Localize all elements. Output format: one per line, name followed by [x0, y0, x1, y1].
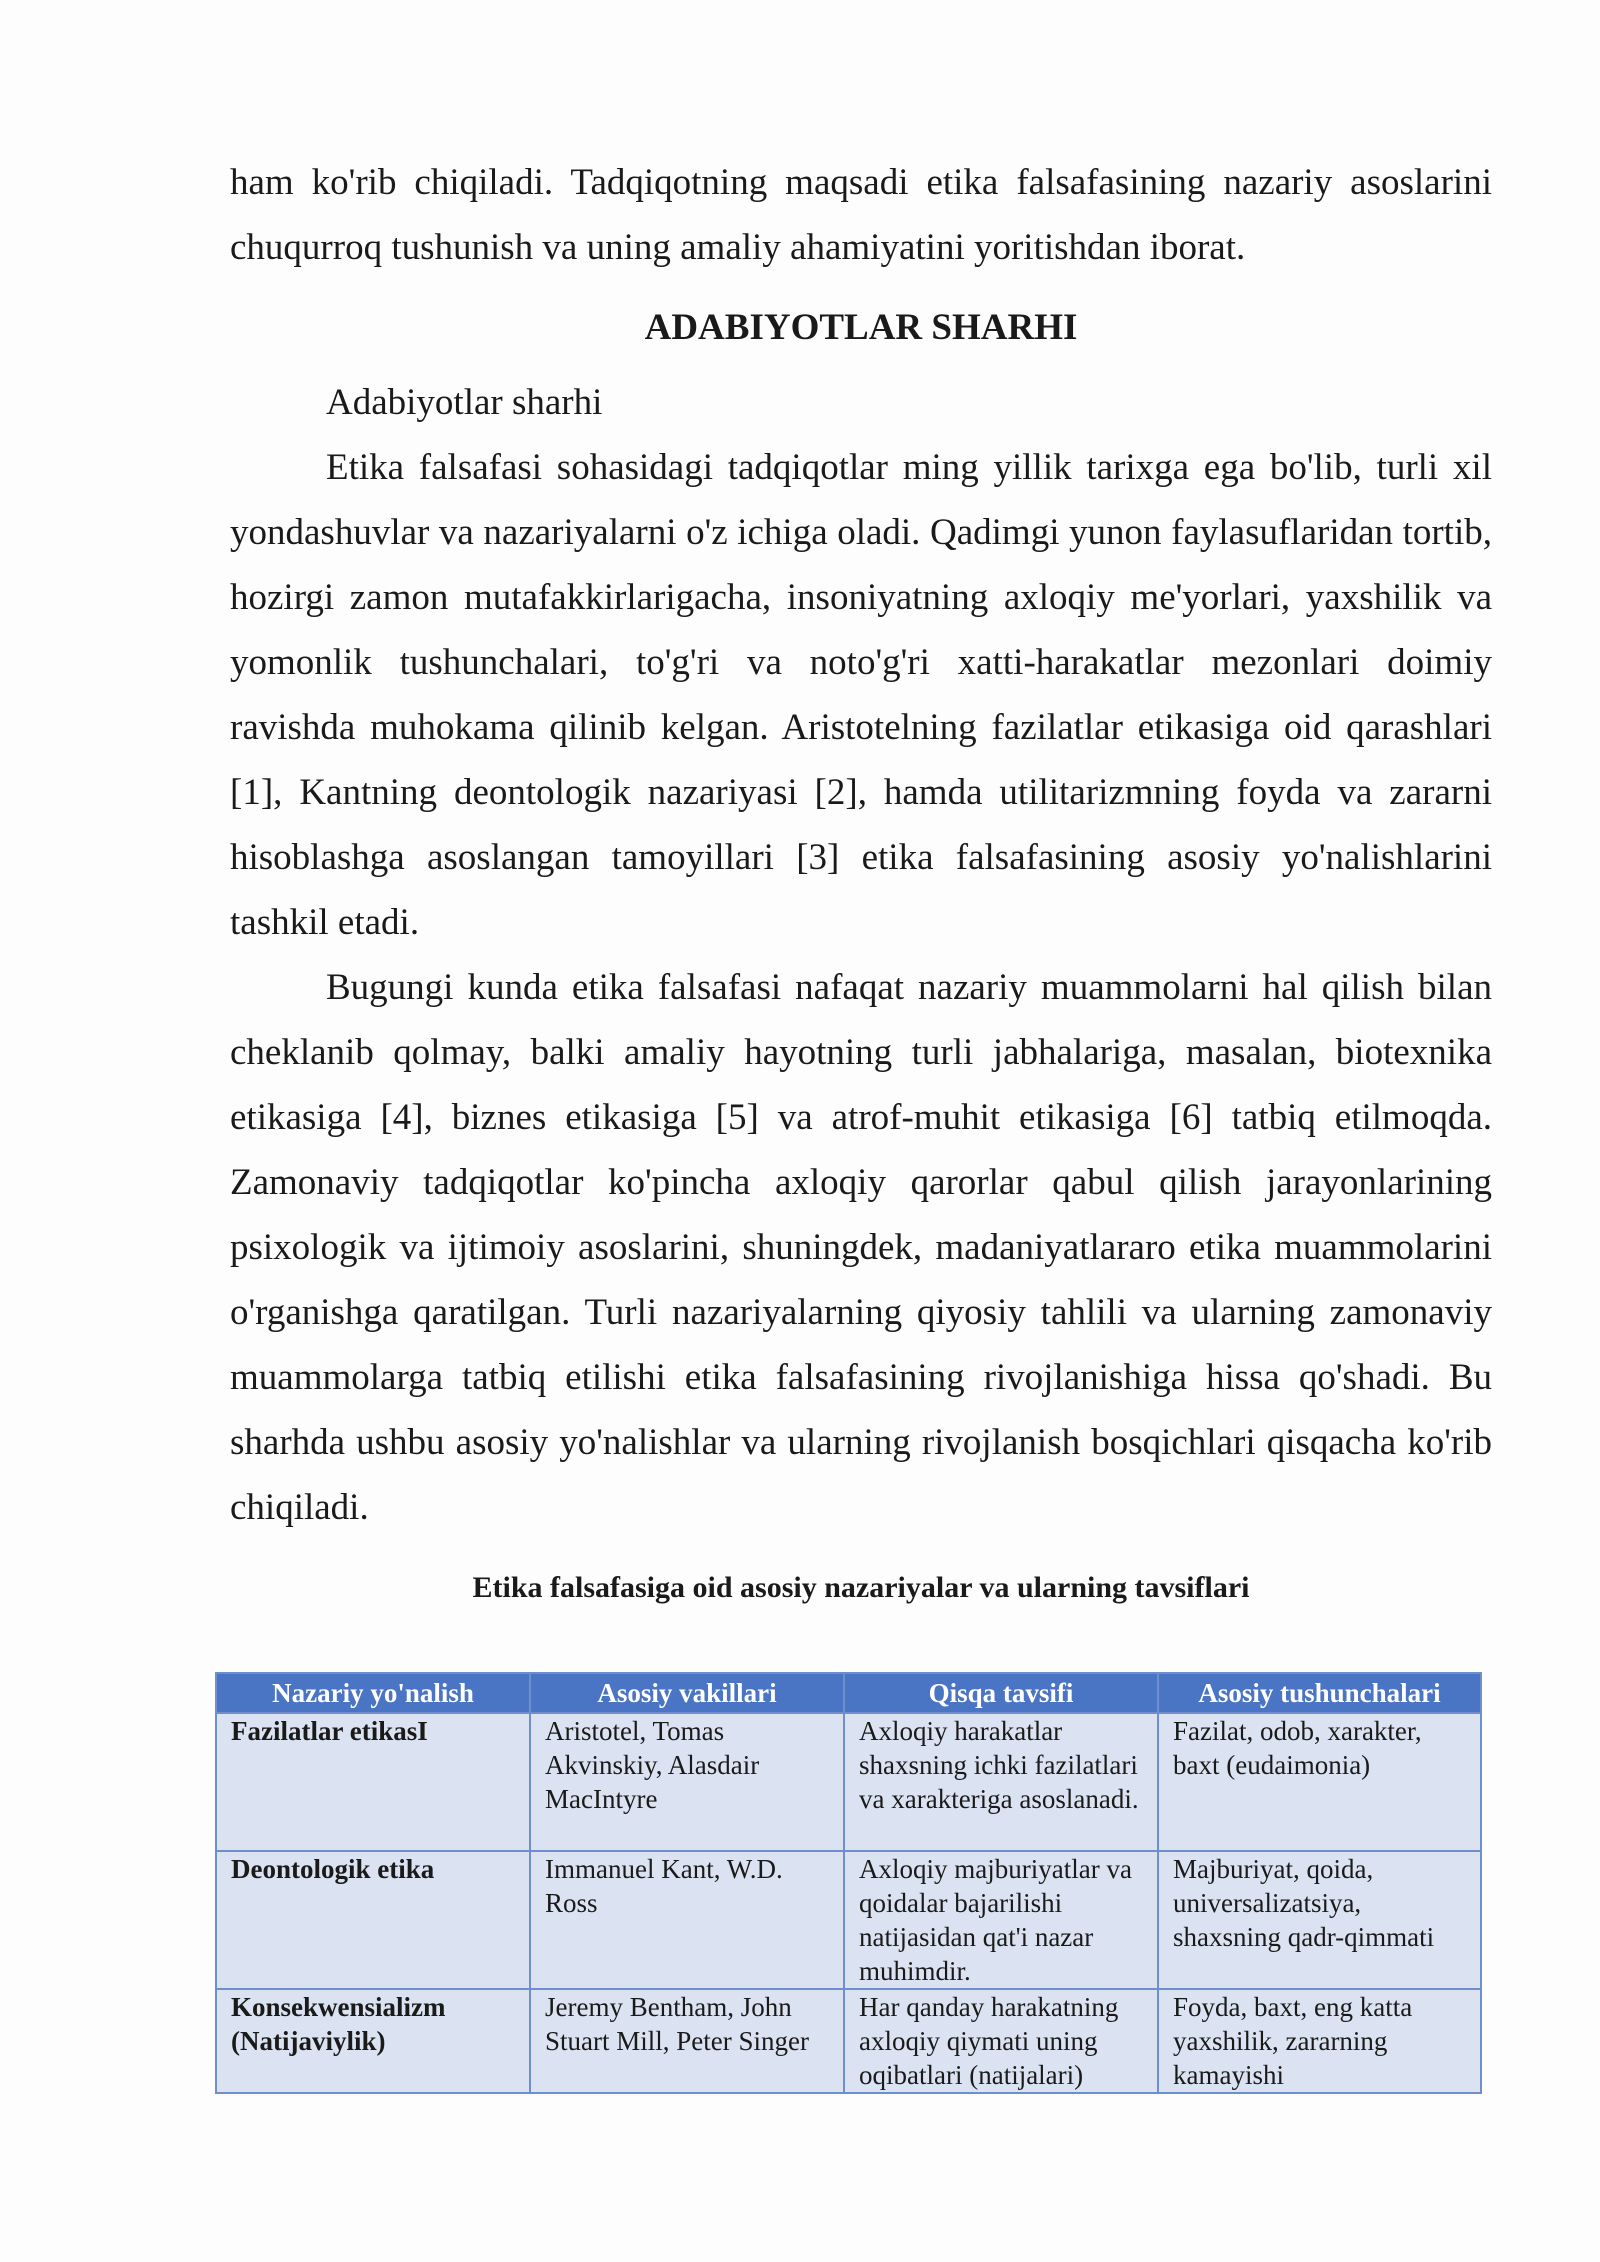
column-header: Nazariy yo'nalish — [216, 1673, 530, 1713]
table-row — [216, 1851, 1481, 1989]
table-cell-description: Axloqiy majburiyatlar va qoidalar bajarilishi natijasidan qat'i nazar muhimdir. — [844, 1851, 1158, 1989]
table-cell-representatives: Immanuel Kant, W.D. Ross — [530, 1851, 844, 1989]
table-cell-description: Axloqiy harakatlar shaxsning ichki fazilatlari va xarakteriga asoslanadi. — [844, 1713, 1158, 1851]
table-caption: Etika falsafasiga oid asosiy nazariyalar va ularning tavsiflari — [472, 1571, 1250, 1604]
table-cell-concepts: Majburiyat, qoida, universalizatsiya, shaxsning qadr-qimmati — [1158, 1851, 1481, 1989]
intro-paragraph-tail: ham ko'rib chiqiladi. Tadqiqotning maqsadi etika falsafasining nazariy asoslarini chuqurroq tushunish va uning amaliy ahamiyatini yoritishdan iborat. — [230, 162, 1492, 268]
table-cell-theory: Fazilatlar etikasI — [216, 1713, 530, 1851]
theories-table — [215, 1672, 1482, 2094]
table-cell-representatives: Jeremy Bentham, John Stuart Mill, Peter Singer — [530, 1989, 844, 2093]
table-cell-description: Har qanday harakatning axloqiy qiymati uning oqibatlari (natijalari) — [844, 1989, 1158, 2093]
body-paragraph-2: Bugungi kunda etika falsafasi nafaqat nazariy muammolarni hal qilish bilan cheklanib qolmay, balki amaliy hayotning turli jabhalariga, masalan, biotexnika etikasiga [4], biznes etikasiga [5] va atrof-muhit etikasiga [6] tatbiq etilmoqda. Zamonaviy tadqiqotlar ko'pincha axloqiy qarorlar qabul qilish jarayonlarining psixologik va ijtimoiy asoslarini, shuningdek, madaniyatlararo etika muammolarini o'rganishga qaratilgan. Turli nazariyalarning qiyosiy tahlili va ularning zamonaviy muammolarga tatbiq etilishi etika falsafasining rivojlanishiga hissa qo'shadi. Bu sharhda ushbu asosiy yo'nalishlar va ularning rivojlanish bosqichlari qisqacha ko'rib chiqiladi. — [230, 967, 1492, 1528]
table-cell-concepts: Fazilat, odob, xarakter, baxt (eudaimonia) — [1158, 1713, 1481, 1851]
page-content — [230, 150, 1492, 1608]
column-header: Asosiy vakillari — [530, 1673, 844, 1713]
table-cell-theory: Deontologik etika — [216, 1851, 530, 1989]
body-paragraph-1: Etika falsafasi sohasidagi tadqiqotlar ming yillik tarixga ega bo'lib, turli xil yondashuvlar va nazariyalarni o'z ichiga oladi. Qadimgi yunon faylasuflaridan tortib, hozirgi zamon mutafakkirlarigacha, insoniyatning axloqiy me'yorlari, yaxshilik va yomonlik tushunchalari, to'g'ri va noto'g'ri xatti-harakatlar mezonlari doimiy ravishda muhokama qilinib kelgan. Aristotelning fazilatlar etikasiga oid qarashlari [1], Kantning deontologik nazariyasi [2], hamda utilitarizmning foyda va zararni hisoblashga asoslangan tamoyillari [3] etika falsafasining asosiy yo'nalishlarini tashkil etadi. — [230, 447, 1492, 943]
table-cell-theory: Konsekwensializm (Natijaviylik) — [216, 1989, 530, 2093]
table-cell-concepts: Foyda, baxt, eng katta yaxshilik, zararning kamayishi — [1158, 1989, 1481, 2093]
table-row — [216, 1989, 1481, 2093]
column-header: Asosiy tushunchalari — [1158, 1673, 1481, 1713]
table-header-row — [216, 1673, 1481, 1713]
section-subheading: Adabiyotlar sharhi — [326, 382, 603, 423]
column-header: Qisqa tavsifi — [844, 1673, 1158, 1713]
table-cell-representatives: Aristotel, Tomas Akvinskiy, Alasdair MacIntyre — [530, 1713, 844, 1851]
section-heading: ADABIYOTLAR SHARHI — [644, 307, 1078, 348]
table-row — [216, 1713, 1481, 1851]
